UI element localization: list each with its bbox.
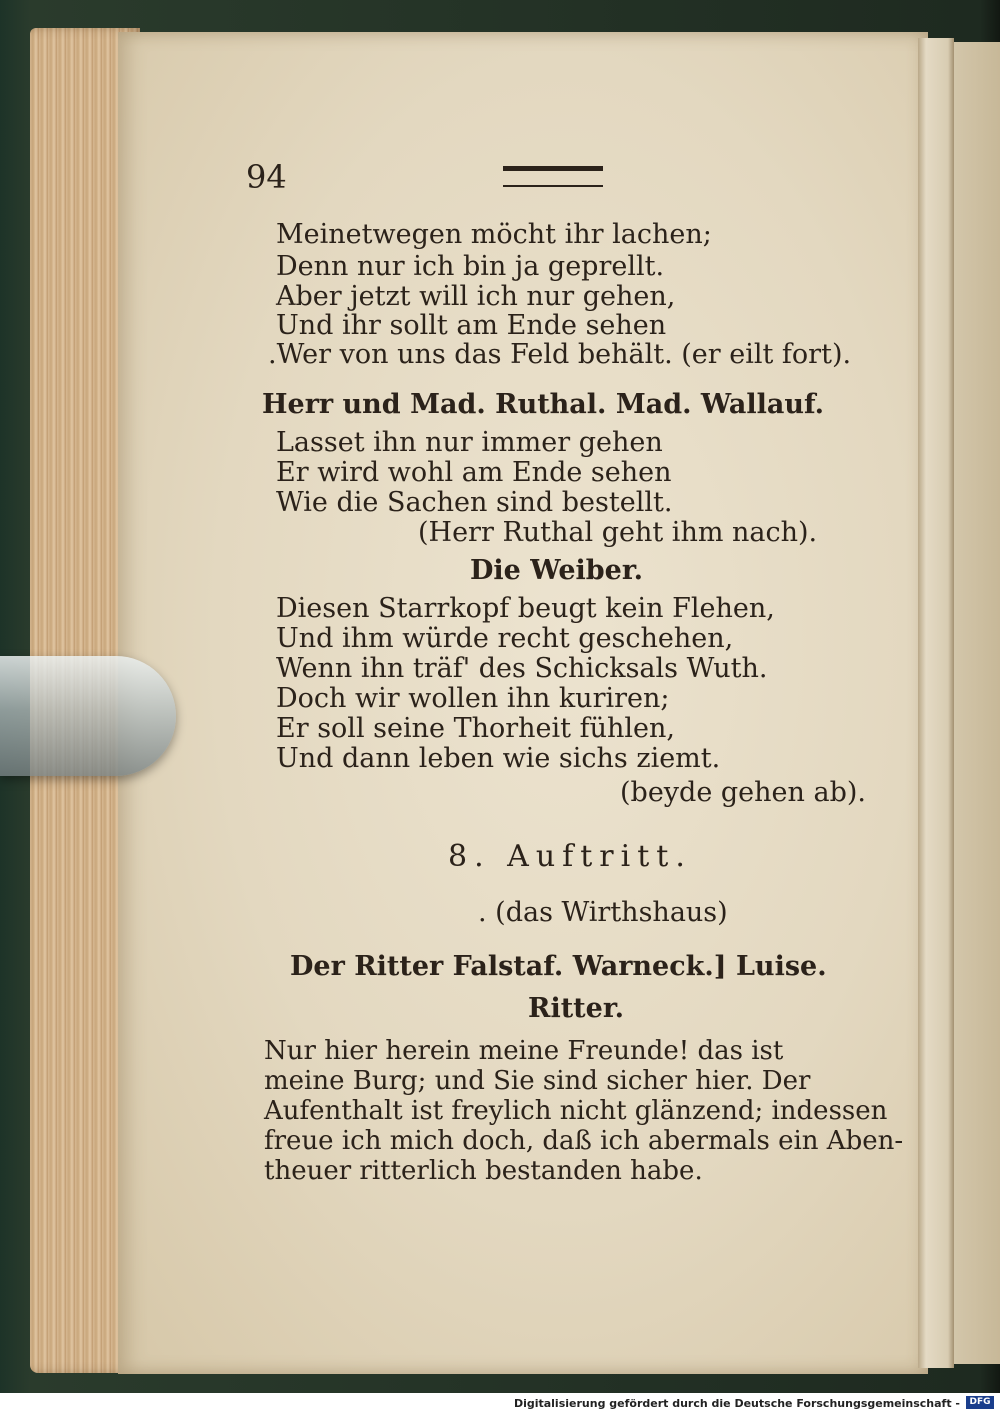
book-gutter bbox=[918, 38, 954, 1368]
verse-line: Denn nur ich bin ja geprellt. bbox=[276, 251, 665, 282]
verse-line: Und dann leben wie sichs ziemt. bbox=[276, 743, 721, 774]
stage-direction: (Herr Ruthal geht ihm nach). bbox=[418, 517, 818, 548]
page-number: 94 bbox=[246, 158, 287, 196]
verse-line: Wie die Sachen sind bestellt. bbox=[276, 487, 673, 518]
speaker-heading: Ritter. bbox=[528, 993, 624, 1024]
prose-line: meine Burg; und Sie sind sicher hier. Der bbox=[264, 1066, 811, 1096]
stage-direction: (beyde gehen ab). bbox=[620, 777, 866, 808]
verse-line: .Wer von uns das Feld behält. (er eilt fort). bbox=[268, 339, 852, 370]
character-list: Der Ritter Falstaf. Warneck.] Luise. bbox=[290, 951, 827, 982]
verse-line: Diesen Starrkopf beugt kein Flehen, bbox=[276, 593, 775, 624]
dfg-logo: DFG bbox=[966, 1396, 994, 1409]
verse-line: Und ihm würde recht geschehen, bbox=[276, 623, 734, 654]
verse-line: Lasset ihn nur immer gehen bbox=[276, 427, 663, 458]
prose-line: Aufenthalt ist freylich nicht glänzend; indessen bbox=[264, 1096, 888, 1126]
verse-line: Er wird wohl am Ende sehen bbox=[276, 457, 672, 488]
verse-line: Und ihr sollt am Ende sehen bbox=[276, 310, 667, 341]
scene-heading: 8. Auftritt. bbox=[448, 839, 692, 874]
verse-line: Er soll seine Thorheit fühlen, bbox=[276, 713, 675, 744]
verse-line: Aber jetzt will ich nur gehen, bbox=[276, 281, 676, 312]
prose-line: freue ich mich doch, daß ich abermals ein Aben- bbox=[264, 1126, 904, 1156]
funding-credit: Digitalisierung gefördert durch die Deutsche Forschungsgemeinschaft - bbox=[513, 1397, 960, 1410]
verse-line: Meinetwegen möcht ihr lachen; bbox=[276, 219, 712, 250]
prose-line: Nur hier herein meine Freunde! das ist bbox=[264, 1036, 784, 1066]
scene-location: . (das Wirthshaus) bbox=[478, 897, 728, 928]
prose-line: theuer ritterlich bestanden habe. bbox=[264, 1156, 703, 1186]
speaker-heading: Die Weiber. bbox=[470, 555, 644, 586]
speaker-heading: Herr und Mad. Ruthal. Mad. Wallauf. bbox=[262, 389, 825, 420]
header-rule-ornament bbox=[503, 166, 603, 187]
verse-line: Doch wir wollen ihn kuriren; bbox=[276, 683, 670, 714]
verse-line: Wenn ihn träf' des Schicksals Wuth. bbox=[276, 653, 768, 684]
facing-page-edge bbox=[954, 42, 1000, 1364]
page-holder-clip bbox=[0, 656, 176, 776]
